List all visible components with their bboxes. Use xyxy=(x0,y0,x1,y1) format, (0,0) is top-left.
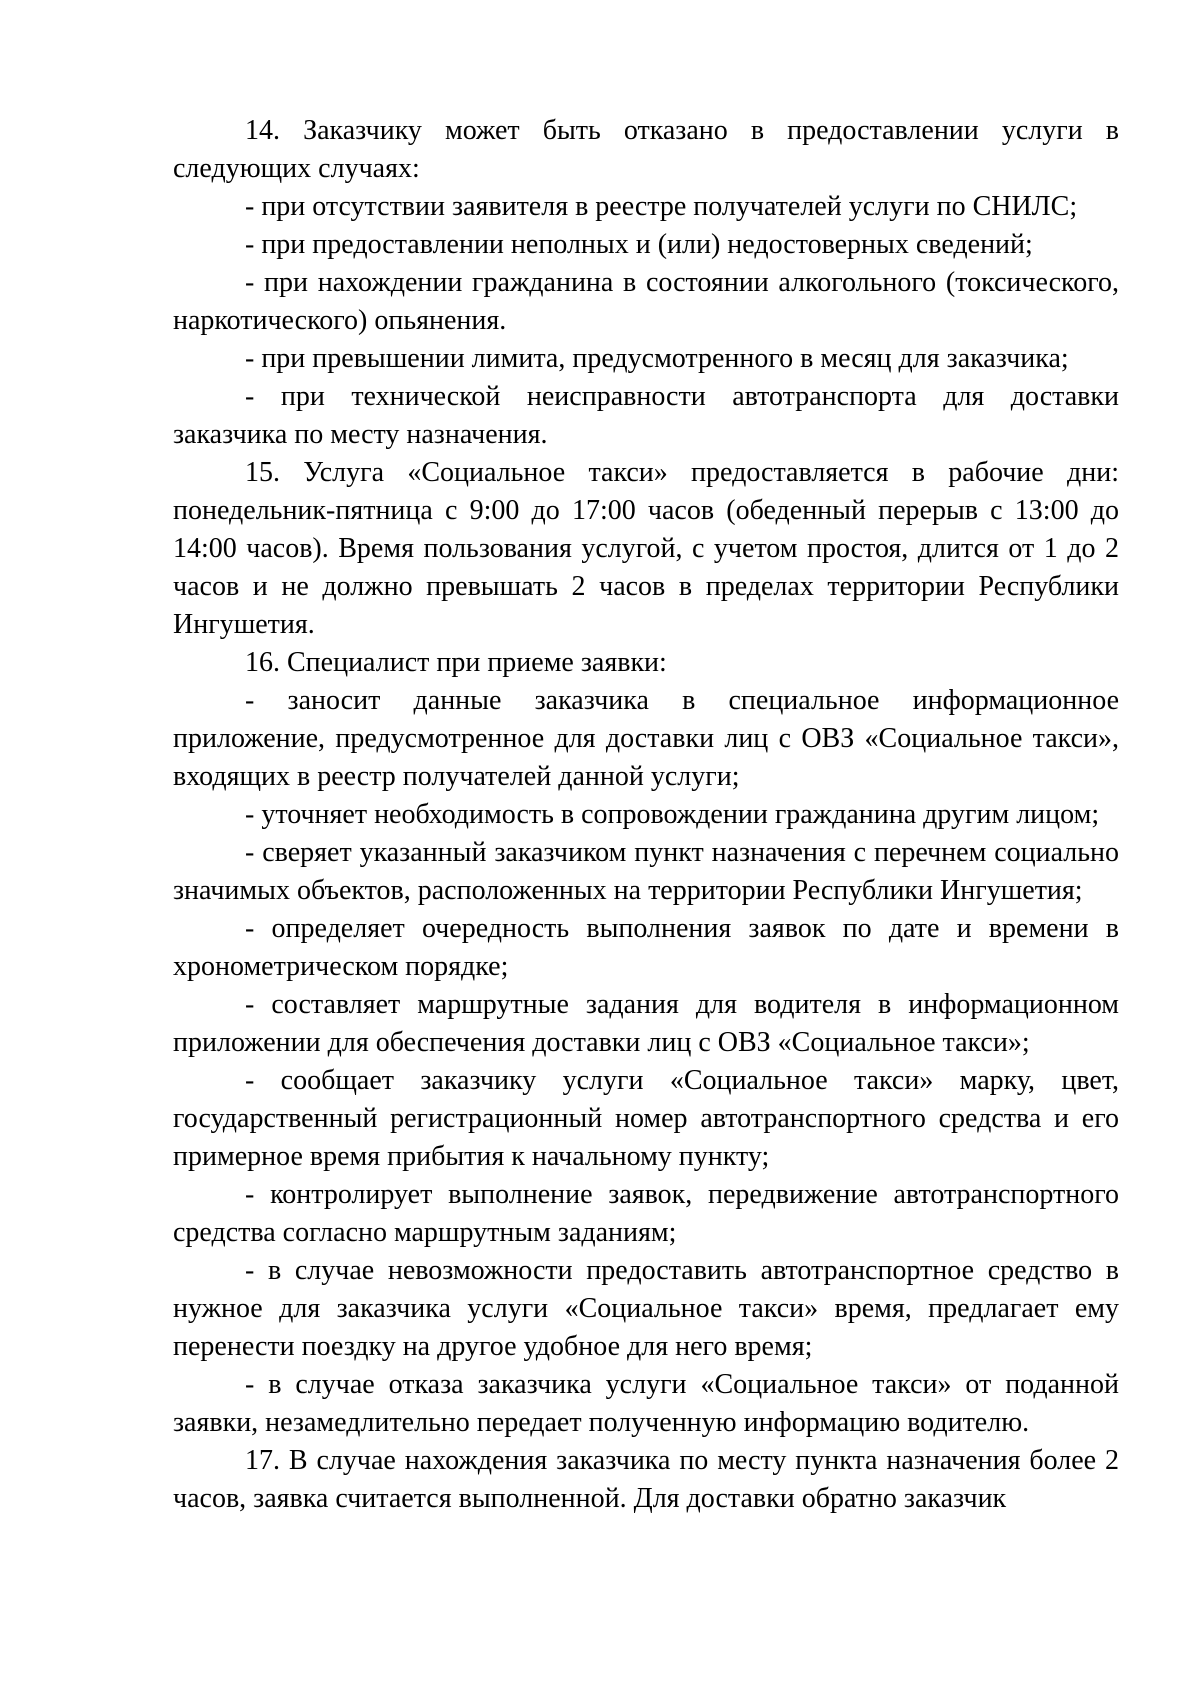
list-item-limit: - при превышении лимита, предусмотренного в месяц для заказчика; xyxy=(245,343,1069,374)
list-item-incomplete-info: - при предоставлении неполных и (или) недостоверных сведений; xyxy=(245,229,1033,260)
list-item-technical-fault: - при технической неисправности автотранспорта для доставки заказчика по месту назначения. xyxy=(173,381,1119,450)
list-item-route-tasks: - составляет маршрутные задания для водителя в информационном приложении для обеспечения доставки лиц с ОВЗ «Социальное такси»; xyxy=(173,989,1119,1058)
list-item-monitor: - контролирует выполнение заявок, передвижение автотранспортного средства согласно маршрутным заданиям; xyxy=(173,1179,1119,1248)
document-body xyxy=(173,112,1119,1518)
list-item-escort: - уточняет необходимость в сопровождении гражданина другим лицом; xyxy=(245,799,1100,830)
list-item-intoxication: - при нахождении гражданина в состоянии алкогольного (токсического, наркотического) опьянения. xyxy=(173,267,1119,336)
paragraph-17: 17. В случае нахождения заказчика по месту пункта назначения более 2 часов, заявка считается выполненной. Для доставки обратно заказчик xyxy=(173,1445,1119,1514)
list-item-order-queue: - определяет очередность выполнения заявок по дате и времени в хронометрическом порядке; xyxy=(173,913,1119,982)
list-item-cancellation: - в случае отказа заказчика услуги «Социальное такси» от поданной заявки, незамедлительно передает полученную информацию водителю. xyxy=(173,1369,1119,1438)
paragraph-14: 14. Заказчику может быть отказано в предоставлении услуги в следующих случаях: xyxy=(173,115,1119,184)
list-item-enter-data: - заносит данные заказчика в специальное информационное приложение, предусмотренное для доставки лиц с ОВЗ «Социальное такси», входящих в реестр получателей данной услуги; xyxy=(173,685,1119,792)
list-item-inform-customer: - сообщает заказчику услуги «Социальное такси» марку, цвет, государственный регистрационный номер автотранспортного средства и его примерное время прибытия к начальному пункту; xyxy=(173,1065,1119,1172)
list-item-verify-destination: - сверяет указанный заказчиком пункт назначения с перечнем социально значимых объектов, расположенных на территории Республики Ингушетия; xyxy=(173,837,1119,906)
paragraph-15: 15. Услуга «Социальное такси» предоставляется в рабочие дни: понедельник-пятница с 9:00 до 17:00 часов (обеденный перерыв с 13:00 до 14:00 часов). Время пользования услугой, с учетом простоя, длится от 1 до 2 часов и не должно превышать 2 часов в пределах территории Республики Ингушетия. xyxy=(173,457,1119,640)
list-item-reschedule: - в случае невозможности предоставить автотранспортное средство в нужное для заказчика услуги «Социальное такси» время, предлагает ему перенести поездку на другое удобное для него время; xyxy=(173,1255,1119,1362)
list-item-snils: - при отсутствии заявителя в реестре получателей услуги по СНИЛС; xyxy=(245,191,1078,222)
paragraph-16: 16. Специалист при приеме заявки: xyxy=(245,647,667,678)
